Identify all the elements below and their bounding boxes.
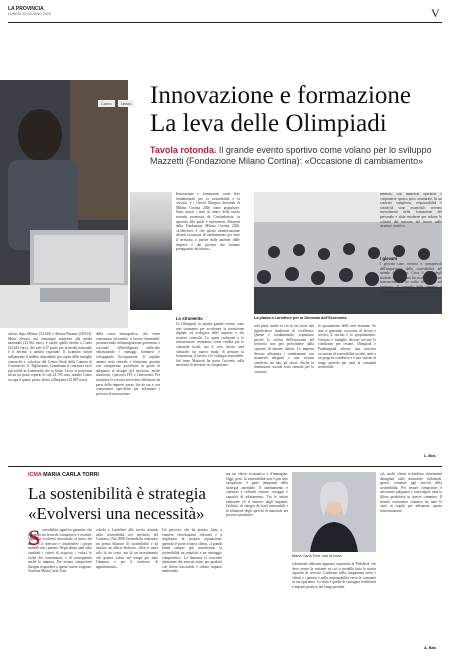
section-mark: V [431, 6, 440, 20]
article2-col4: ma un valore economico e d'immagine. Oggi, però, la sostenibilità non è più solo un'opzione: è parte integrante della strategia aziendale. Il cambiamento è continuo e richiede visione, coraggio e capacità di adattamento. Tra le azioni realizzate c'è il rinnovo degli impianti, l'utilizzo di energia da fonti rinnovabili e la riduzione degli sprechi di materiale nei processi produttivi. [226, 472, 288, 518]
tag-lecco[interactable]: Lecco [118, 100, 135, 107]
torri-portrait-illustration [292, 472, 376, 552]
article1-subhead [150, 145, 442, 167]
article2-col5: colarmente abbiamo appurato sopratutto la 'Pedaleria' che deve essere la variante su cui si modella tutta la nostra capacità di crescita. Crediamo nella trasparenza verso i clienti e i partner e nella responsabilità verso le comunità in cui operiamo. La sfida è quella di coniugare redditività e impatto positivo nel lungo periodo. [292, 562, 376, 589]
article2-col1: ostenibilità significa garantire che l'azienda sia in modo competitivo e reattiva. Significa evolversi innovando al ritmo dei tempi e il mercato e condividere i propri modelli con i partner. Negli ultimi anni sono cambiati i criteri di acquisto, i valori, le scelte dei consumatori, e di conseguenza anche le imprese. Per restare competitive bisogna rispondere a queste nuove esigenze. Sostiene Maria Carla Torri. [28, 528, 92, 574]
article1-col7: mentato, con numerosi operatori e cooperative spesso poco strutturate. In un contesto complesso, responsabilità e creatività sono essenziali: servono investimenti nella formazione del personale e sfide moderne per ridurre le criticità del mercato del lavoro nelle strutture ricettive. [380, 192, 442, 229]
article-tags [98, 100, 134, 107]
article1-col5: sola parte, anche in ciò in cui esiste una significativa tradizione di eccellenza. Questo è fondamentale, soprattutto perché la cresita dell'economia del territorio non può prescindere dalla capacità di attrarre talenti. Le imprese devono affrontare i cambiamenti con strumenti adeguati e una visione condivisa tra tutti gli attori. Anche la dimensione sociale resta centrale per la coesione. [254, 324, 314, 374]
article1-subhead-text: Il grande evento sportivo come volano per lo sviluppo [218, 145, 432, 155]
article1-subhead-text2: Mazzetti (Fondazione Milano Cortina): «Occasione di cambiamento» [150, 156, 424, 166]
article1-col4: Le Olimpiadi, in quanto grande evento, sono uno strumento per accelerare la transizione digitale ed ecologica delle imprese e dei territori coinvolti. Le opere realizzate e le infrastrutture resteranno come eredità per le comunità locali, ma il vero lascito sarà culturale: un nuovo modo di pensare la formazione, il lavoro e lo sviluppo sostenibile. Sul tema Mazzetti ha posto l'accento sulla necessità di investire in competenze. [176, 322, 244, 368]
audience-photo-caption: La platea a Lariofiere per la Giornata dell'Economia [254, 316, 347, 320]
article1-headline-line1: Innovazione e formazione [150, 82, 411, 109]
article2-topic-line [28, 472, 99, 478]
torri-portrait-caption: Maria Carla Torri, ceo di Icma [292, 554, 342, 558]
laptop-photo-illustration [0, 80, 128, 328]
torri-portrait [292, 472, 376, 552]
article1-col7b: I giovani sono ricettivi e consapevoli dell'importanza della sostenibilità nel mondo del lavoro. Circa il 25% degli studenti nei due anni ha svolto esperienze internazionali e ha scelto di tornare sul territorio. Il compito delle imprese è trattenerli con prospettive solide e percorsi di crescita concreti. [380, 262, 442, 299]
article2-byline: A. Bas [424, 646, 436, 650]
article1-col1: sultato dopo Milano (34.340) e Monza-Brianza (28.814). Meno elevato, ma comunque superiore alla media nazionale (23.662 euro), è anche quello medio a Como (24.243 euro), che vale il 2° posto per la media nazionale e il decimo a ambito regionale. Il ricambio fattori influenzano il reddito disponibile pro capite delle famiglie comasche e, calcolato dal Centro Studi della Camera di Commercio, G. Tagliacarne, Lomabrana si conferma tra le più solide in Lombardia che in Italia: Lecco si posiziona ad un tra posto reperio le con 24.705 euro, mentre Como occupa il quarto posto, dietro a Bergamo (23.887 euro). [8, 332, 92, 382]
header-rule [8, 22, 442, 23]
article1-byline: L. Bos [424, 454, 436, 458]
masthead-date: LUNEDÌ 30 GIUGNO 2025 [8, 12, 51, 16]
laptop-photo [0, 80, 128, 328]
article1-col2: della curva demografica, che viene contrastata favorendo il lavoro femminile, promuovendo un'immigrazione governata, e corrondo all'intelligenza artificiale valorizzando i vantaggi formativi e sviluppando l'occupazione. Il capitale umano resta centrale e formiamo giovani con competenze qualificate in grado di adeguarsi ai bisogni del territorio, anche attraverso i percorsi ITS e l'università. Per sostenere la crescita serve una riflessione da parte delle imprese stesse, fin da ora e con competenze specifiche per affrontare i processi di innovazione. [96, 332, 160, 396]
article2-col2: coloda a Lariofiere alla tavola rotonda sulla sostenibilità nel territorio del Comasco. Nel 2008 l'azienda ha realizzato un primo bilancio di sostenibilità e ha istituito un ufficio dedicato. «Non si tratta solo di un costo, ma di un investimento che genera valore nel tempo per tutta l'impresa e per il territorio di appartenenza». [96, 528, 158, 569]
speaker-photo [130, 192, 172, 310]
article2-headline-line2: «Evolversi una necessità» [28, 504, 205, 523]
article2-author-label: MARIA CARLA TORRI [43, 472, 99, 478]
article1-col3: Innovazione e formazione come leve fondamentali per la sostenibilità e la crescita, e i Giochi Olimpici Invernali di Milano Cortina 2026 come propulsore. Sono questi i temi al centro della tavola rotonda promossa da Confindustria, in apertura alla quale è intervenuto Mazzetti della Fondazione Milano Cortina 2026. «L'obiettivo è che questo manifestazione diventi occasione di cambiamento per tutto il territorio, a partire dalle aziende, dalle imprese e dai giovani che saranno protagonisti del futuro». [176, 192, 240, 252]
tag-como[interactable]: Como [98, 100, 115, 107]
article1-kicker: Tavola rotonda. [150, 145, 217, 155]
article1-headline-line2: La leva delle Olimpiadi [150, 110, 387, 137]
article1-col6: lo spostamento delle aree montane. Se non si generano occasioni di lavoro e servizi, il rischio è lo spopolamento. Giovani e famiglie devono trovare le condizioni per restare. Olimpiadi e Paralimpiadi offrono una concreta occasione di sostenibilità sociale, uniti a un progetto condiviso e a una visione di lungo periodo per tutta la comunità territoriale. [318, 324, 376, 370]
article2-col3: Un percorso che ha portato Icma a ottenere certificazioni rilevanti e a migliorare la propria reputazione, aprendo le porte a nuovi clienti. «I grandi brand sempre più considerano la sostenibilità un requisito e un vantaggio competitivo». Lo dimostra la crescente attenzione dei mercati esteri per prodotti con filiera tracciabile e ridotto impatto ambientale. [162, 528, 222, 574]
article2-headline-line1: La sostenibilità è strategia [28, 484, 206, 503]
article2-topic: ICMA [28, 472, 42, 478]
article1-col7-label: I giovani [380, 256, 397, 261]
masthead-newspaper: LA PROVINCIA [8, 6, 44, 12]
article2-col6: ciò, molti clienti richiedono chiarimenti dettagliati sulle normative collaterali, spesso connesse agli articoli della sostenibilità. Per restare competitivi è necessario adeguarsi e coinvolgere tutta la filiera produttiva in questo cammino. Il tessuto economico comasco ha tutte le carte in regola per affrontare questa trasformazione. [380, 472, 442, 513]
article2-dropcap: S [28, 525, 41, 550]
articles-divider [8, 466, 442, 467]
article1-section-label: Lo strumento [176, 316, 203, 321]
